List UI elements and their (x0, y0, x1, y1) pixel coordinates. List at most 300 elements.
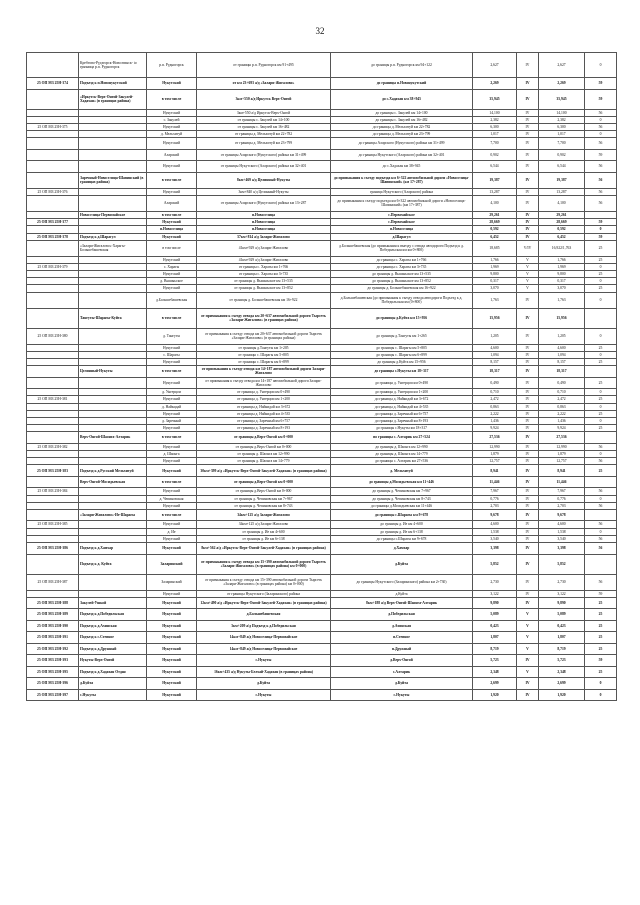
table-row (27, 308, 617, 328)
table-row (27, 328, 617, 344)
district-cell: д. Чепиновская (147, 495, 197, 502)
road-id-cell (27, 149, 79, 161)
start-point-cell: от границы д. Ие км 4+600 (197, 528, 331, 535)
category-cell: IV (517, 432, 539, 444)
start-point-cell: от границы д.Верх-Онгой км 0+000 (197, 476, 331, 488)
road-name-cell (79, 590, 147, 597)
end-point-cell: до примыкания к съезду подъезда км 6+322 автомобильной дороги «Новоселица-Шапинский» (км 17+287) (331, 172, 473, 188)
length-cell: 0,423 (473, 620, 517, 632)
start-point-cell: от границы д. Мельхитуй км 23+799 (197, 138, 331, 150)
length-cell: 5,852 (473, 554, 517, 574)
length-cell: 1,807 (473, 632, 517, 644)
length-cell: 28,669 (473, 219, 517, 226)
start-point-cell: 30км+399 а/д «Иркутск-Верх-Онгой-Закулей-Хадахан» (в границах района) (197, 465, 331, 477)
length-by-category-cell: 1,879 (539, 451, 585, 458)
surface-cell: 25 (585, 597, 617, 609)
district-cell: Нукутский (147, 609, 197, 621)
road-name-cell: Подъезд к д.Шарагул (79, 233, 147, 240)
road-id-cell (27, 138, 79, 150)
length-by-category-cell: 11,446 (539, 476, 585, 488)
end-point-cell: до границы д. Вышыьское км 13+852 (331, 278, 473, 285)
end-point-cell: до примыкания к съезду подъезда км 6+322 автомобильной дороги «Новоселица-Шапинский» (км 17+387) (331, 195, 473, 211)
district-cell: Нукутский (147, 344, 197, 351)
road-name-cell (79, 271, 147, 278)
start-point-cell: 14км+849 а/д Новоселица-Первомайское (197, 632, 331, 644)
district-cell: в том числе (147, 432, 197, 444)
table-row (27, 655, 617, 667)
category-cell: V (517, 278, 539, 285)
district-cell: Нукутский (147, 502, 197, 509)
length-cell: 1,017 (473, 131, 517, 138)
length-by-category-cell: 18,317 (539, 366, 585, 378)
end-point-cell: до границы с.Шарагы км 9+678 (331, 509, 473, 521)
end-point-cell: до границы д. Ие км 6+138 (331, 528, 473, 535)
category-cell: V (517, 271, 539, 278)
category-cell: IV (517, 308, 539, 328)
district-cell: с. Шарагы (147, 351, 197, 358)
road-id-cell: 25 ОП МЗ 25Н-382 (27, 443, 79, 450)
surface-cell: 0 (585, 689, 617, 701)
district-cell: Нукутский (147, 632, 197, 644)
end-point-cell: до границы Аларского (Нукутского) района км 31+499 (331, 138, 473, 150)
road-id-cell (27, 432, 79, 444)
district-cell: д. Вышыьское (147, 278, 197, 285)
start-point-cell: от границы с. Шарагы км 5+805 (197, 351, 331, 358)
surface-cell: 59 (585, 219, 617, 226)
end-point-cell: до границы д.Мосидьевская км 11+446 (331, 502, 473, 509)
surface-cell: 0 (585, 351, 617, 358)
length-cell: 2,627 (473, 53, 517, 78)
district-cell: в том числе (147, 509, 197, 521)
road-id-cell: 25 ОП МЗ 25Н-378 (27, 233, 79, 240)
length-by-category-cell: 4,100 (539, 195, 585, 211)
road-id-cell: 25 ОП МЗ 25Н-380 (27, 328, 79, 344)
category-cell: IV (517, 226, 539, 233)
length-by-category-cell: 0,592 (539, 226, 585, 233)
end-point-cell: п.Дружный (331, 643, 473, 655)
start-point-cell: п.Новоселица (197, 219, 331, 226)
road-id-cell: 25 ОП МЗ 25Н-396 (27, 678, 79, 690)
surface-cell: 56 (585, 109, 617, 116)
surface-cell: 59 (585, 149, 617, 161)
road-name-cell: «Залари-Жигалово»-Харагы-Большебашевская (79, 240, 147, 256)
road-name-cell: Закулей-Ушкой (79, 597, 147, 609)
table-row (27, 521, 617, 528)
start-point-cell: от границы д. Вышыьское км 13+535 (197, 278, 331, 285)
district-cell: Нукутский (147, 590, 197, 597)
start-point-cell: п.Новоселица (197, 211, 331, 218)
length-by-category-cell: 8,719 (539, 643, 585, 655)
district-cell: в том числе (147, 211, 197, 218)
length-cell: 5,089 (473, 609, 517, 621)
surface-cell: 25 (585, 410, 617, 417)
surface-cell: 56 (585, 172, 617, 188)
table-row (27, 620, 617, 632)
surface-cell: 56 (585, 535, 617, 542)
district-cell: Нукутский (147, 377, 197, 389)
table-row (27, 597, 617, 609)
road-id-cell: 25 ОП МЗ 25Н-392 (27, 643, 79, 655)
category-cell: V (517, 620, 539, 632)
length-cell: 2,269 (473, 78, 517, 90)
start-point-cell: от границы с. Закулей км 16+482 (197, 123, 331, 130)
district-cell: с. Закулей (147, 116, 197, 123)
road-name-cell (79, 278, 147, 285)
table-row (27, 509, 617, 521)
surface-cell (585, 509, 617, 521)
road-name-cell (79, 417, 147, 424)
district-cell: д.Большебашевская (147, 292, 197, 308)
district-cell: в том числе (147, 366, 197, 378)
road-name-cell (79, 502, 147, 509)
road-name-cell (79, 123, 147, 130)
table-row (27, 609, 617, 621)
road-name-cell: Подъезд к д. Куйта (79, 554, 147, 574)
table-row (27, 271, 617, 278)
surface-cell: 56 (585, 458, 617, 465)
category-cell: IV (517, 495, 539, 502)
end-point-cell: д.Верх-Онгой (331, 655, 473, 667)
table-row (27, 432, 617, 444)
surface-cell: 25 (585, 666, 617, 678)
length-by-category-cell: 15,956 (539, 308, 585, 328)
end-point-cell: до границы с.Нукуты км 18+317 (331, 366, 473, 378)
district-cell: в том числе (147, 240, 197, 256)
district-cell: д. Мельхитуй (147, 131, 197, 138)
road-name-cell: Новоселица-Первомайское (79, 211, 147, 218)
length-by-category-cell: 7,700 (539, 138, 585, 150)
start-point-cell: от границы д. Мельхитуй км 22+782 (197, 131, 331, 138)
category-cell: IV (517, 149, 539, 161)
length-cell: 8,157 (473, 359, 517, 366)
category-cell: IV (517, 123, 539, 130)
length-by-category-cell: 1,436 (539, 417, 585, 424)
roads-table (26, 52, 617, 701)
table-row (27, 53, 617, 78)
surface-cell: 0 (585, 528, 617, 535)
district-cell: р.п. Рудногорск (147, 53, 197, 78)
road-name-cell: Подъезд к д.Хадахан Отдан (79, 666, 147, 678)
surface-cell: 56 (585, 123, 617, 130)
road-id-cell (27, 109, 79, 116)
road-name-cell: Подъезд к д.Хамхар (79, 543, 147, 555)
category-cell: IV (517, 488, 539, 495)
road-name-cell (79, 410, 147, 417)
table-row (27, 292, 617, 308)
category-cell: IV (517, 195, 539, 211)
end-point-cell: до границы с. Харагы км 3+735 (331, 263, 473, 270)
table-row (27, 226, 617, 233)
district-cell: Нукутский (147, 535, 197, 542)
start-point-cell: д.Куйта (197, 678, 331, 690)
district-cell: в том числе (147, 89, 197, 109)
road-id-cell (27, 308, 79, 328)
road-name-cell (79, 328, 147, 344)
length-by-category-cell: 0,776 (539, 495, 585, 502)
length-cell: 1,205 (473, 328, 517, 344)
road-id-cell (27, 226, 79, 233)
table-row (27, 285, 617, 292)
road-name-cell (79, 195, 147, 211)
length-by-category-cell: 2,472 (539, 396, 585, 403)
road-name-cell (79, 351, 147, 358)
length-by-category-cell: 35,945 (539, 89, 585, 109)
table-row (27, 256, 617, 263)
end-point-cell: до границы д.Тангуты км 1+265 (331, 328, 473, 344)
category-cell: IV (517, 109, 539, 116)
table-row (27, 543, 617, 555)
table-row (27, 116, 617, 123)
end-point-cell: до границы д. Чепиновская км 7+967 (331, 488, 473, 495)
end-point-cell: до границы д.Куйта км 15+956 (331, 308, 473, 328)
length-cell: 3,122 (473, 590, 517, 597)
surface-cell: 25 (585, 425, 617, 432)
start-point-cell: от примыкания к съезду отвода км 15+390 автомобильной дороги Тырсеть «Залари-Жигалово» (в границах района) км 0+000) (197, 554, 331, 574)
table-row (27, 488, 617, 495)
road-id-cell (27, 451, 79, 458)
district-cell: Нукутский (147, 78, 197, 90)
district-cell: д. Ие (147, 528, 197, 535)
length-cell: 7,700 (473, 138, 517, 150)
length-by-category-cell: 6,544 (539, 161, 585, 173)
district-cell: Нукутский (147, 543, 197, 555)
start-point-cell: от границы с. Харагы км 3+735 (197, 271, 331, 278)
category-cell: IV (517, 655, 539, 667)
length-cell: 9,800 (473, 271, 517, 278)
road-name-cell (79, 396, 147, 403)
road-name-cell (79, 256, 147, 263)
table-row (27, 161, 617, 173)
table-row (27, 366, 617, 378)
road-name-cell (79, 535, 147, 542)
length-by-category-cell: 8,941 (539, 465, 585, 477)
length-cell: 0,592 (473, 226, 517, 233)
district-cell: Нукутский (147, 285, 197, 292)
length-cell: 8,941 (473, 465, 517, 477)
start-point-cell: 3км+209 а/д Подъезд к д.Победильская (197, 620, 331, 632)
length-cell: 9,924 (473, 425, 517, 432)
road-id-cell: 25 ОП МЗ 25Н-386 (27, 543, 79, 555)
table-row (27, 109, 617, 116)
road-id-cell: 25 ОП МЗ 25Н-387 (27, 574, 79, 590)
length-by-category-cell: 7,967 (539, 488, 585, 495)
length-by-category-cell: 0,863 (539, 403, 585, 410)
end-point-cell: д.Большебашевская (до примыкания к съезду отвода автодороги Подъезд к д. Победильская км (0+800) (331, 292, 473, 308)
road-id-cell (27, 554, 79, 574)
length-by-category-cell: 1,017 (539, 131, 585, 138)
end-point-cell: граница Нукутского (Аларского) района (331, 188, 473, 195)
road-id-cell: 25 ОП МЗ 25Н-377 (27, 219, 79, 226)
category-cell: IV (517, 410, 539, 417)
road-name-cell (79, 116, 147, 123)
table-row (27, 131, 617, 138)
category-cell: IV (517, 116, 539, 123)
start-point-cell: от границы д. Заречный км 6+757 (197, 417, 331, 424)
road-id-cell: 25 ОП МЗ 25Н-379 (27, 263, 79, 270)
end-point-cell: д.Ахинская (331, 620, 473, 632)
district-cell: в том числе (147, 172, 197, 188)
length-by-category-cell: 2,269 (539, 78, 585, 90)
district-cell: Нукутский (147, 443, 197, 450)
length-by-category-cell: 3,122 (539, 590, 585, 597)
district-cell: Нукутский (147, 465, 197, 477)
end-point-cell: с.Первомайское (331, 211, 473, 218)
road-name-cell: Подъезд к с.Степное (79, 632, 147, 644)
surface-cell: 25 (585, 620, 617, 632)
start-point-cell: от границы д. Ие км 6+138 (197, 535, 331, 542)
road-name-cell (79, 425, 147, 432)
road-id-cell (27, 509, 79, 521)
road-name-cell: Тангуты-Шарагы-Куйта (79, 308, 147, 328)
start-point-cell: 41км+929 а/д Залари-Жигалово (197, 240, 331, 256)
surface-cell: 25 (585, 240, 617, 256)
road-name-cell: Подъезд к д.Дружный (79, 643, 147, 655)
surface-cell: 25 (585, 377, 617, 389)
end-point-cell: до с.Хадахан км 38+945 (331, 89, 473, 109)
length-cell: 14,100 (473, 109, 517, 116)
surface-cell: 56 (585, 161, 617, 173)
category-cell: IV (517, 502, 539, 509)
length-by-category-cell: 1,538 (539, 528, 585, 535)
surface-cell: 0 (585, 328, 617, 344)
end-point-cell: до границы с. Шарагы км 6+899 (331, 351, 473, 358)
start-point-cell: от границы д. Чепиновская км 8+743 (197, 502, 331, 509)
length-cell: 1,969 (473, 263, 517, 270)
district-cell: Нукутский (147, 521, 197, 528)
surface-cell: 59 (585, 655, 617, 667)
category-cell: IV (517, 328, 539, 344)
length-cell: 2,222 (473, 410, 517, 417)
road-name-cell: Подъезд к д.Русский Мельхитуй (79, 465, 147, 477)
road-name-cell (79, 451, 147, 458)
road-name-cell (79, 495, 147, 502)
end-point-cell: по границы с. Алтарик км 27+524 (331, 432, 473, 444)
length-cell: 0,902 (473, 149, 517, 161)
road-id-cell (27, 89, 79, 109)
district-cell: с. Харагы (147, 263, 197, 270)
road-name-cell (79, 344, 147, 351)
length-by-category-cell: 9,678 (539, 509, 585, 521)
road-name-cell (79, 292, 147, 308)
district-cell: д. Найкидай (147, 403, 197, 410)
length-by-category-cell: 2,222 (539, 410, 585, 417)
start-point-cell: 8км+562 а/д «Иркутск-Верх-Онгой-Закулей-Хадахан» (в границах района) (197, 543, 331, 555)
road-id-cell (27, 161, 79, 173)
surface-cell: 56 (585, 543, 617, 555)
end-point-cell: до границы д. Вышыьское км 13+535 (331, 271, 473, 278)
length-by-category-cell: 4,600 (539, 344, 585, 351)
length-cell: 2,703 (473, 502, 517, 509)
table-row (27, 138, 617, 150)
table-row (27, 172, 617, 188)
road-name-cell (79, 149, 147, 161)
length-by-category-cell: 6,452 (539, 233, 585, 240)
surface-cell (585, 308, 617, 328)
end-point-cell: до границы с. Шарагы км 5+805 (331, 344, 473, 351)
surface-cell: 25 (585, 465, 617, 477)
end-point-cell: д.Куйта (331, 678, 473, 690)
table-row (27, 443, 617, 450)
road-id-cell: 25 ОП МЗ 25Н-375 (27, 123, 79, 130)
road-id-cell (27, 256, 79, 263)
table-row (27, 149, 617, 161)
end-point-cell: д.Большебашевская (до примыкания к выезду с отвода автодороги Подъезд к д. Победильская км км 0+800) (331, 240, 473, 256)
start-point-cell: от границы д. Унгерцои км 1+200 (197, 396, 331, 403)
road-id-cell: 25 ОП МЗ 25Н-374 (27, 78, 79, 90)
length-by-category-cell: 8,157 (539, 359, 585, 366)
start-point-cell: 14км+849 а/д Новоселица-Первомайское (197, 643, 331, 655)
district-cell: в том числе (147, 308, 197, 328)
length-by-category-cell: 1,205 (539, 328, 585, 344)
road-id-cell (27, 240, 79, 256)
end-point-cell: до границы д. Шаонга км 14+779 (331, 451, 473, 458)
road-name-cell (79, 574, 147, 590)
length-cell: 11,446 (473, 476, 517, 488)
district-cell: Нукутский (147, 666, 197, 678)
table-row (27, 403, 617, 410)
length-cell: 2,699 (473, 678, 517, 690)
surface-cell: 25 (585, 256, 617, 263)
road-id-cell (27, 292, 79, 308)
category-cell: IV (517, 574, 539, 590)
district-cell: Нукутский (147, 425, 197, 432)
category-cell: IV (517, 509, 539, 521)
road-id-cell (27, 211, 79, 218)
surface-cell: 59 (585, 590, 617, 597)
table-row (27, 240, 617, 256)
length-by-category-cell: 3,540 (539, 535, 585, 542)
category-cell: IV (517, 53, 539, 78)
district-cell: Заларинский (147, 554, 197, 574)
length-cell: 2,730 (473, 574, 517, 590)
table-row (27, 89, 617, 109)
surface-cell: 0 (585, 292, 617, 308)
table-row (27, 535, 617, 542)
surface-cell: 25 (585, 609, 617, 621)
length-cell: 18,685 (473, 240, 517, 256)
surface-cell: 0 (585, 226, 617, 233)
end-point-cell: с.Нукуты (331, 689, 473, 701)
end-point-cell: до границы д. Мельхитуй км 23+799 (331, 131, 473, 138)
table-row (27, 359, 617, 366)
road-name-cell (79, 161, 147, 173)
table-row (27, 263, 617, 270)
surface-cell: 0 (585, 53, 617, 78)
district-cell: Нукутский (147, 689, 197, 701)
road-name-cell (79, 359, 147, 366)
category-cell: IV (517, 678, 539, 690)
road-name-cell (79, 226, 147, 233)
table-row (27, 211, 617, 218)
category-cell: IV (517, 161, 539, 173)
end-point-cell: 8км+188 а/д Верх-Онгой-Шаонга-Алтарик (331, 597, 473, 609)
surface-cell (585, 366, 617, 378)
length-by-category-cell: 5,852 (539, 554, 585, 574)
length-cell: 3,398 (473, 543, 517, 555)
start-point-cell: 3км+550 а/д Иркутск-Верх-Онгой (197, 109, 331, 116)
length-by-category-cell: 0,902 (539, 149, 585, 161)
road-name-cell (79, 389, 147, 396)
category-cell: IV (517, 554, 539, 574)
start-point-cell: от границы д. Заречный км 8+193 (197, 425, 331, 432)
start-point-cell: от границы д.Тангуты км 1+205 (197, 344, 331, 351)
start-point-cell: с.Нукуты (197, 689, 331, 701)
table-row (27, 590, 617, 597)
surface-cell: 0 (585, 131, 617, 138)
length-cell: 9,890 (473, 597, 517, 609)
category-cell: V (517, 263, 539, 270)
road-id-cell (27, 285, 79, 292)
